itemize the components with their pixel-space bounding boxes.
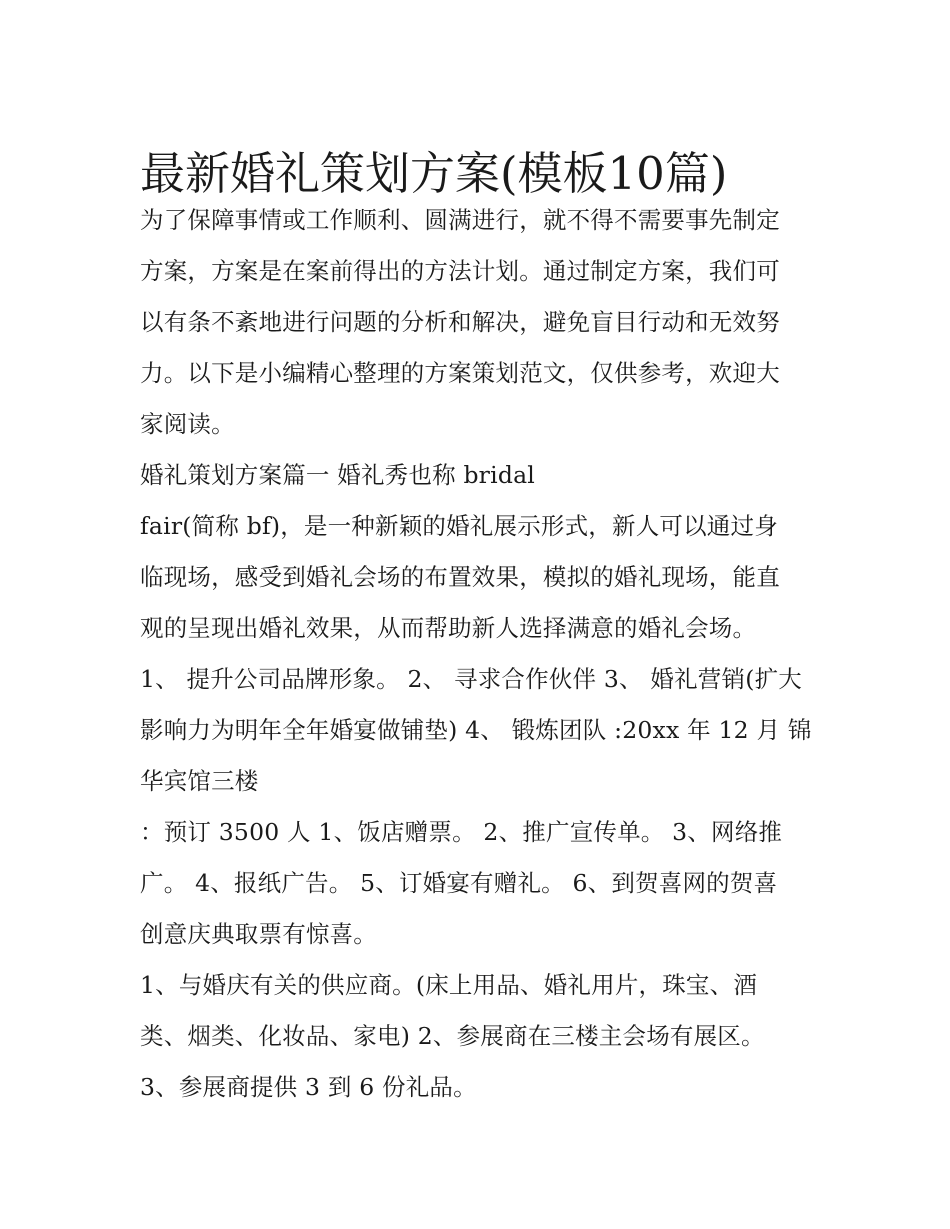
paragraph-line: 婚礼策划方案篇一 婚礼秀也称 bridal [140,461,536,489]
paragraph-line: 华宾馆三楼 [140,767,259,795]
paragraph-line: 影响力为明年全年婚宴做铺垫) 4、 锻炼团队 :20xx 年 12 月 锦 [140,716,812,744]
document-title: 最新婚礼策划方案(模板10篇) [140,147,728,201]
paragraph-line: 类、烟类、化妆品、家电) 2、参展商在三楼主会场有展区。 [140,1022,765,1050]
paragraph-line: 临现场，感受到婚礼会场的布置效果，模拟的婚礼现场，能直 [140,563,780,591]
paragraph-line: 方案，方案是在案前得出的方法计划。通过制定方案，我们可 [140,257,780,285]
paragraph-line: 观的呈现出婚礼效果，从而帮助新人选择满意的婚礼会场。 [140,614,757,642]
paragraph-line: fair(简称 bf)，是一种新颖的婚礼展示形式，新人可以通过身 [140,512,778,540]
paragraph-line: 家阅读。 [140,410,235,438]
paragraph-line: 1、与婚庆有关的供应商。(床上用品、婚礼用片，珠宝、酒 [140,971,758,999]
paragraph-line: 创意庆典取票有惊喜。 [140,920,377,948]
paragraph-line: 为了保障事情或工作顺利、圆满进行，就不得不需要事先制定 [140,206,780,234]
paragraph-line: ：预订 3500 人 1、饭店赠票。 2、推广宣传单。 3、网络推 [140,818,783,846]
paragraph-line: 1、 提升公司品牌形象。 2、 寻求合作伙伴 3、 婚礼营销(扩大 [140,665,802,693]
paragraph-line: 3、参展商提供 3 到 6 份礼品。 [140,1073,477,1101]
paragraph-line: 广。 4、报纸广告。 5、订婚宴有赠礼。 6、到贺喜网的贺喜 [140,869,778,897]
paragraph-line: 力。以下是小编精心整理的方案策划范文，仅供参考，欢迎大 [140,359,780,387]
paragraph-line: 以有条不紊地进行问题的分析和解决，避免盲目行动和无效努 [140,308,780,336]
